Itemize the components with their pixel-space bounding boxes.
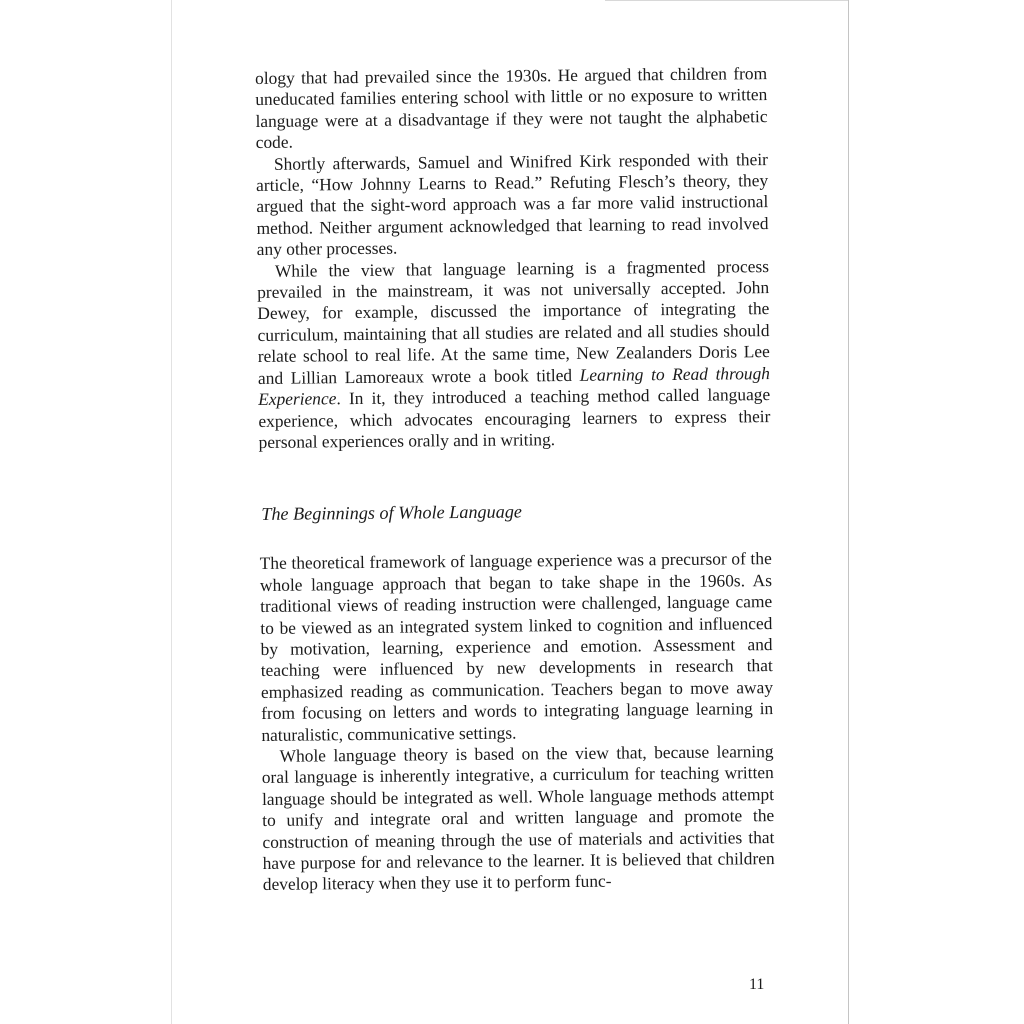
page-left-edge <box>171 0 172 1024</box>
page-right-edge <box>848 0 849 1024</box>
page-top-edge <box>605 0 848 1</box>
page-number: 11 <box>749 976 765 993</box>
body-text <box>255 63 775 896</box>
paragraph-whole-language-theory: Whole language theory is based on the view that, because learning oral language is inherently integrative, a curriculum for teaching written language should be integrated as well. Whole language methods attempt to unify and integrate oral and written language and promote the construction of meaning through the use of materials and activities that have purpose for and relevance to the learner. It is believed that children develop literacy when they use it to perform func- <box>261 741 775 895</box>
paragraph-kirk-response: Shortly afterwards, Samuel and Winifred Kirk responded with their article, “How Johnny Learns to Read.” Refuting Flesch’s theory, they argued that the sight-word approach was a far more valid instructional method. Neither argument acknowledged that learning to read involved any other processes. <box>256 148 769 260</box>
book-title: Learning to Read through Experience <box>258 362 771 410</box>
paragraph-dewey-text-b: . In it, they introduced a teaching method called language experience, which advocates encouraging learners to express their personal experiences orally and in writing. <box>258 384 771 452</box>
paragraph-dewey <box>257 256 771 454</box>
section-heading: The Beginnings of Whole Language <box>261 501 523 525</box>
paragraph-framework: The theoretical framework of language experience was a precursor of the whole language approach that began to take shape in the 1960s. As traditional views of reading instruction were challenged, language came to be viewed as an integrated system linked to cognition and influenced by motivation, learning, experience and emotion. Assessment and teaching were influenced by new developments in research that emphasized reading as communication. Teachers began to move away from focusing on letters and words to integrating language learning in naturalistic, communicative settings. <box>259 548 774 745</box>
paragraph-dewey-text-a: While the view that language learning is a fragmented process prevailed in the mainstream, it was not universally accepted. John Dewey, for example, discussed the importance of integrating the curriculum, maintaining that all studies are related and all studies should relate school to real life. At the same time, New Zealanders Doris Lee and Lillian Lamoreaux wrote a book titled <box>257 255 770 388</box>
paragraph-continuation: ology that had prevailed since the 1930s. He argued that children from uneducated families entering school with little or no exposure to written language were at a disadvantage if they were not taught the alphabetic code. <box>255 63 768 153</box>
